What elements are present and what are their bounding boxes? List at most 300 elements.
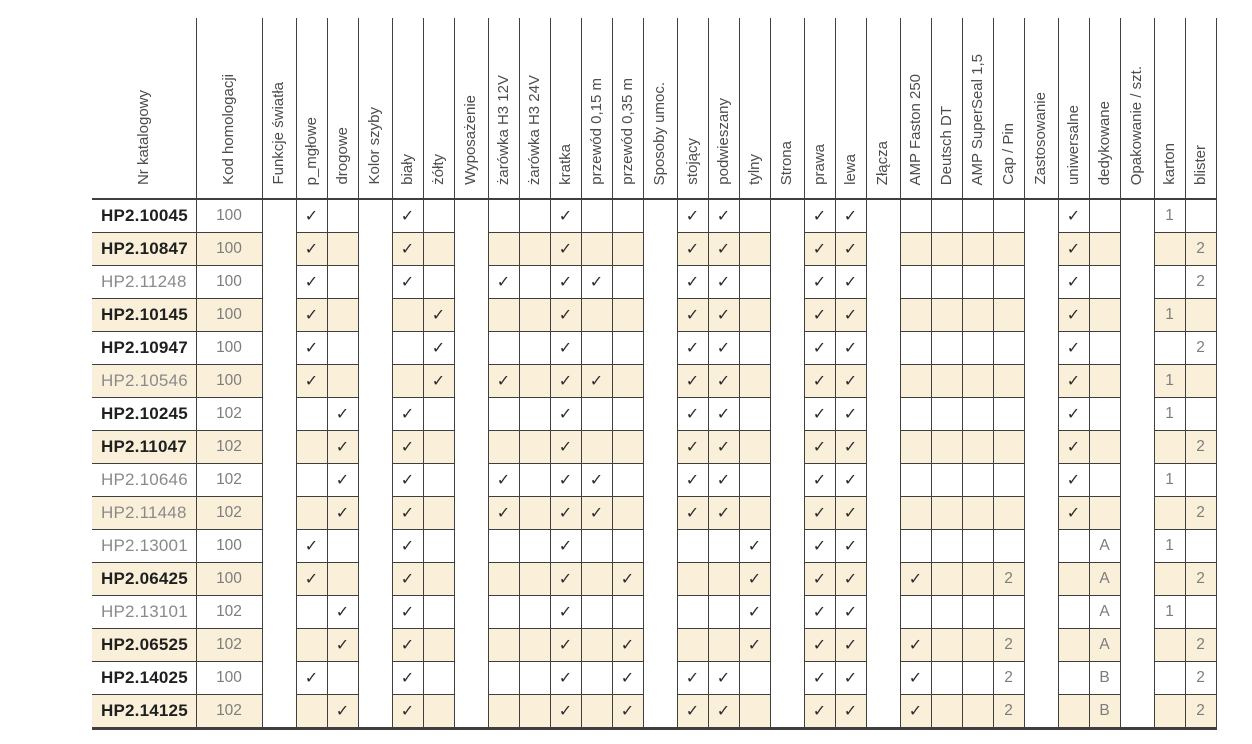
cell-drogowe — [327, 596, 358, 629]
cell-gap-gap_strona — [770, 497, 804, 530]
header-label: biały — [398, 154, 416, 185]
cell-uniwersalne — [1058, 365, 1089, 398]
check-mark-icon: ✓ — [685, 208, 700, 225]
cell-gap-gap_kolor — [358, 530, 392, 563]
check-mark-icon: ✓ — [716, 505, 731, 522]
cell-zarowka_h3_24v — [519, 199, 550, 233]
cell-gap-gap_strona — [770, 332, 804, 365]
cell-zolty — [423, 365, 454, 398]
cell-gap-gap_funkcje — [262, 398, 296, 431]
check-mark-icon: ✓ — [747, 637, 762, 654]
cell-zarowka_h3_12v — [488, 233, 519, 266]
cell-podwieszany — [708, 530, 739, 563]
cell-zarowka_h3_24v — [519, 596, 550, 629]
cell-prawa — [804, 299, 835, 332]
check-mark-icon: ✓ — [812, 670, 827, 687]
cell-gap-gap_strona — [770, 563, 804, 596]
check-mark-icon: ✓ — [400, 670, 415, 687]
cell-gap-gap_opakowanie — [1120, 431, 1154, 464]
check-mark-icon: ✓ — [843, 340, 858, 357]
cell-karton — [1154, 332, 1185, 365]
cell-stojacy — [677, 464, 708, 497]
cell-catalog-number: HP2.10546 — [92, 365, 196, 398]
check-mark-icon: ✓ — [685, 472, 700, 489]
cell-przewod_035 — [612, 199, 643, 233]
cell-cap_pin — [993, 629, 1024, 662]
cell-gap-gap_zlacza — [866, 695, 900, 729]
cell-drogowe — [327, 497, 358, 530]
cell-amp_superseal_15 — [962, 431, 993, 464]
check-mark-icon: ✓ — [843, 538, 858, 555]
cell-zolty — [423, 662, 454, 695]
cell-drogowe — [327, 464, 358, 497]
check-mark-icon: ✓ — [716, 208, 731, 225]
cell-zarowka_h3_12v — [488, 563, 519, 596]
cell-dedykowane — [1089, 233, 1120, 266]
cell-gap-gap_zlacza — [866, 332, 900, 365]
cell-zarowka_h3_24v — [519, 266, 550, 299]
cell-uniwersalne — [1058, 563, 1089, 596]
check-mark-icon: ✓ — [1066, 439, 1081, 456]
check-mark-icon: ✓ — [843, 439, 858, 456]
cell-zarowka_h3_12v — [488, 662, 519, 695]
cell-gap-gap_zlacza — [866, 662, 900, 695]
cell-value: 1 — [1165, 207, 1174, 224]
cell-homologation-code: 100 — [196, 266, 262, 299]
cell-stojacy — [677, 563, 708, 596]
cell-zarowka_h3_24v — [519, 464, 550, 497]
cell-gap-gap_wyposazenie — [454, 695, 488, 729]
check-mark-icon: ✓ — [812, 439, 827, 456]
cell-kratka — [550, 299, 581, 332]
cell-deutsch_dt — [931, 629, 962, 662]
header-cap_pin — [993, 18, 1024, 199]
cell-przewod_035 — [612, 530, 643, 563]
cell-przewod_015 — [581, 233, 612, 266]
cell-gap-gap_funkcje — [262, 497, 296, 530]
table-row — [92, 266, 1216, 299]
cell-homologation-code: 102 — [196, 464, 262, 497]
check-mark-icon: ✓ — [304, 307, 319, 324]
check-mark-icon: ✓ — [304, 274, 319, 291]
cell-blister — [1185, 266, 1216, 299]
cell-cap_pin — [993, 695, 1024, 729]
cell-gap-gap_wyposazenie — [454, 299, 488, 332]
cell-amp_superseal_15 — [962, 233, 993, 266]
cell-tylny — [739, 332, 770, 365]
cell-catalog-number: HP2.10947 — [92, 332, 196, 365]
cell-prawa — [804, 464, 835, 497]
cell-karton — [1154, 695, 1185, 729]
cell-dedykowane — [1089, 199, 1120, 233]
check-mark-icon: ✓ — [908, 670, 923, 687]
cell-amp_faston_250 — [900, 596, 931, 629]
cell-przewod_035 — [612, 563, 643, 596]
cell-gap-gap_zastosowanie — [1024, 530, 1058, 563]
cell-homologation-code: 102 — [196, 431, 262, 464]
cell-przewod_015 — [581, 464, 612, 497]
check-mark-icon: ✓ — [1066, 472, 1081, 489]
cell-homologation-code: 102 — [196, 629, 262, 662]
cell-podwieszany — [708, 563, 739, 596]
cell-gap-gap_kolor — [358, 199, 392, 233]
cell-bialy — [392, 431, 423, 464]
header-gap_zlacza — [866, 18, 900, 199]
cell-value: 2 — [1196, 504, 1205, 521]
cell-lewa — [835, 365, 866, 398]
header-label: Deutsch DT — [937, 105, 955, 185]
cell-stojacy — [677, 530, 708, 563]
cell-gap-gap_funkcje — [262, 332, 296, 365]
header-label: przewód 0,15 m — [587, 78, 605, 185]
cell-dedykowane — [1089, 629, 1120, 662]
cell-lewa — [835, 332, 866, 365]
check-mark-icon: ✓ — [747, 604, 762, 621]
cell-gap-gap_opakowanie — [1120, 497, 1154, 530]
cell-bialy — [392, 398, 423, 431]
cell-zolty — [423, 299, 454, 332]
header-zarowka_h3_24v — [519, 18, 550, 199]
cell-gap-gap_zastosowanie — [1024, 629, 1058, 662]
cell-p_mglowe — [296, 199, 327, 233]
cell-gap-gap_zastosowanie — [1024, 563, 1058, 596]
cell-przewod_015 — [581, 596, 612, 629]
cell-deutsch_dt — [931, 596, 962, 629]
cell-gap-gap_funkcje — [262, 266, 296, 299]
cell-podwieszany — [708, 266, 739, 299]
cell-homologation-code: 100 — [196, 332, 262, 365]
cell-value: 2 — [1004, 570, 1013, 587]
check-mark-icon: ✓ — [843, 505, 858, 522]
cell-bialy — [392, 299, 423, 332]
check-mark-icon: ✓ — [620, 703, 635, 720]
cell-uniwersalne — [1058, 398, 1089, 431]
cell-tylny — [739, 695, 770, 729]
cell-dedykowane — [1089, 530, 1120, 563]
cell-gap-gap_zlacza — [866, 563, 900, 596]
cell-stojacy — [677, 365, 708, 398]
cell-uniwersalne — [1058, 497, 1089, 530]
cell-prawa — [804, 695, 835, 729]
header-dedykowane — [1089, 18, 1120, 199]
cell-zarowka_h3_24v — [519, 431, 550, 464]
cell-podwieszany — [708, 497, 739, 530]
check-mark-icon: ✓ — [335, 505, 350, 522]
header-label: Sposoby umoc. — [651, 81, 669, 185]
check-mark-icon: ✓ — [843, 373, 858, 390]
cell-zolty — [423, 332, 454, 365]
cell-uniwersalne — [1058, 233, 1089, 266]
header-zolty — [423, 18, 454, 199]
cell-podwieszany — [708, 431, 739, 464]
check-mark-icon: ✓ — [747, 571, 762, 588]
cell-p_mglowe — [296, 464, 327, 497]
cell-przewod_035 — [612, 431, 643, 464]
header-gap_kolor — [358, 18, 392, 199]
header-blister — [1185, 18, 1216, 199]
cell-gap-gap_zlacza — [866, 530, 900, 563]
cell-gap-gap_kolor — [358, 299, 392, 332]
cell-gap-gap_strona — [770, 530, 804, 563]
header-label: AMP Faston 250 — [906, 73, 924, 185]
cell-gap-gap_strona — [770, 299, 804, 332]
cell-p_mglowe — [296, 497, 327, 530]
header-label: Kolor szyby — [366, 107, 384, 185]
cell-blister — [1185, 233, 1216, 266]
cell-gap-gap_zlacza — [866, 464, 900, 497]
check-mark-icon: ✓ — [589, 274, 604, 291]
cell-dedykowane — [1089, 695, 1120, 729]
cell-dedykowane — [1089, 596, 1120, 629]
cell-gap-gap_zastosowanie — [1024, 695, 1058, 729]
cell-value: 2 — [1196, 636, 1205, 653]
cell-value: 2 — [1196, 570, 1205, 587]
cell-catalog-number: HP2.06525 — [92, 629, 196, 662]
cell-bialy — [392, 464, 423, 497]
cell-przewod_035 — [612, 497, 643, 530]
cell-catalog-number: HP2.14125 — [92, 695, 196, 729]
cell-gap-gap_opakowanie — [1120, 365, 1154, 398]
cell-amp_superseal_15 — [962, 332, 993, 365]
cell-gap-gap_opakowanie — [1120, 563, 1154, 596]
cell-gap-gap_wyposazenie — [454, 596, 488, 629]
cell-kratka — [550, 199, 581, 233]
check-mark-icon: ✓ — [558, 472, 573, 489]
cell-zarowka_h3_12v — [488, 695, 519, 729]
check-mark-icon: ✓ — [1066, 373, 1081, 390]
header-label: Funkcje światła — [270, 82, 288, 185]
cell-zarowka_h3_12v — [488, 431, 519, 464]
cell-amp_faston_250 — [900, 662, 931, 695]
cell-gap-gap_wyposazenie — [454, 266, 488, 299]
table-row — [92, 530, 1216, 563]
header-label: żarówka H3 24V — [525, 74, 543, 185]
cell-gap-gap_opakowanie — [1120, 662, 1154, 695]
check-mark-icon: ✓ — [620, 571, 635, 588]
cell-gap-gap_zlacza — [866, 299, 900, 332]
cell-gap-gap_sposoby — [643, 695, 677, 729]
cell-stojacy — [677, 398, 708, 431]
check-mark-icon: ✓ — [747, 538, 762, 555]
check-mark-icon: ✓ — [558, 637, 573, 654]
cell-homologation-code: 100 — [196, 199, 262, 233]
header-kod_homologacji — [196, 18, 262, 199]
cell-dedykowane — [1089, 431, 1120, 464]
cell-value: 2 — [1196, 240, 1205, 257]
cell-deutsch_dt — [931, 398, 962, 431]
header-p_mglowe — [296, 18, 327, 199]
cell-zarowka_h3_24v — [519, 530, 550, 563]
check-mark-icon: ✓ — [496, 472, 511, 489]
cell-przewod_015 — [581, 695, 612, 729]
cell-cap_pin — [993, 299, 1024, 332]
cell-p_mglowe — [296, 662, 327, 695]
check-mark-icon: ✓ — [335, 637, 350, 654]
cell-dedykowane — [1089, 563, 1120, 596]
header-label: Nr katalogowy — [134, 89, 152, 185]
check-mark-icon: ✓ — [589, 472, 604, 489]
cell-podwieszany — [708, 332, 739, 365]
check-mark-icon: ✓ — [304, 373, 319, 390]
cell-gap-gap_zastosowanie — [1024, 199, 1058, 233]
cell-catalog-number: HP2.11047 — [92, 431, 196, 464]
cell-gap-gap_strona — [770, 695, 804, 729]
cell-drogowe — [327, 431, 358, 464]
cell-uniwersalne — [1058, 530, 1089, 563]
cell-stojacy — [677, 266, 708, 299]
check-mark-icon: ✓ — [716, 274, 731, 291]
header-label: Wyposażenie — [462, 95, 480, 185]
check-mark-icon: ✓ — [716, 406, 731, 423]
cell-kratka — [550, 464, 581, 497]
cell-podwieszany — [708, 464, 739, 497]
check-mark-icon: ✓ — [335, 604, 350, 621]
header-nr_katalogowy — [92, 18, 196, 199]
check-mark-icon: ✓ — [685, 373, 700, 390]
cell-lewa — [835, 530, 866, 563]
cell-gap-gap_kolor — [358, 233, 392, 266]
cell-zolty — [423, 497, 454, 530]
cell-zarowka_h3_12v — [488, 332, 519, 365]
cell-amp_superseal_15 — [962, 199, 993, 233]
cell-karton — [1154, 431, 1185, 464]
cell-deutsch_dt — [931, 563, 962, 596]
cell-tylny — [739, 563, 770, 596]
cell-karton — [1154, 365, 1185, 398]
cell-przewod_035 — [612, 662, 643, 695]
cell-tylny — [739, 497, 770, 530]
check-mark-icon: ✓ — [558, 406, 573, 423]
check-mark-icon: ✓ — [400, 406, 415, 423]
cell-gap-gap_strona — [770, 596, 804, 629]
cell-karton — [1154, 266, 1185, 299]
cell-lewa — [835, 596, 866, 629]
cell-value: 1 — [1165, 372, 1174, 389]
cell-gap-gap_wyposazenie — [454, 530, 488, 563]
cell-amp_superseal_15 — [962, 266, 993, 299]
table-row — [92, 431, 1216, 464]
check-mark-icon: ✓ — [304, 340, 319, 357]
cell-value: 2 — [1196, 339, 1205, 356]
check-mark-icon: ✓ — [685, 340, 700, 357]
cell-przewod_015 — [581, 299, 612, 332]
cell-gap-gap_sposoby — [643, 431, 677, 464]
check-mark-icon: ✓ — [558, 373, 573, 390]
cell-dedykowane — [1089, 398, 1120, 431]
cell-gap-gap_opakowanie — [1120, 530, 1154, 563]
check-mark-icon: ✓ — [400, 439, 415, 456]
cell-dedykowane — [1089, 332, 1120, 365]
check-mark-icon: ✓ — [843, 472, 858, 489]
cell-gap-gap_wyposazenie — [454, 332, 488, 365]
cell-p_mglowe — [296, 431, 327, 464]
check-mark-icon: ✓ — [558, 670, 573, 687]
cell-tylny — [739, 299, 770, 332]
cell-prawa — [804, 199, 835, 233]
cell-cap_pin — [993, 365, 1024, 398]
cell-deutsch_dt — [931, 299, 962, 332]
cell-drogowe — [327, 233, 358, 266]
cell-przewod_035 — [612, 332, 643, 365]
cell-uniwersalne — [1058, 299, 1089, 332]
check-mark-icon: ✓ — [843, 241, 858, 258]
cell-tylny — [739, 199, 770, 233]
cell-zarowka_h3_12v — [488, 464, 519, 497]
check-mark-icon: ✓ — [812, 274, 827, 291]
cell-prawa — [804, 563, 835, 596]
cell-amp_superseal_15 — [962, 398, 993, 431]
cell-drogowe — [327, 563, 358, 596]
cell-gap-gap_wyposazenie — [454, 629, 488, 662]
header-label: tylny — [745, 154, 763, 185]
check-mark-icon: ✓ — [685, 703, 700, 720]
cell-bialy — [392, 199, 423, 233]
cell-przewod_015 — [581, 530, 612, 563]
cell-drogowe — [327, 332, 358, 365]
cell-homologation-code: 102 — [196, 596, 262, 629]
check-mark-icon: ✓ — [558, 208, 573, 225]
cell-karton — [1154, 199, 1185, 233]
cell-dedykowane — [1089, 266, 1120, 299]
cell-amp_faston_250 — [900, 464, 931, 497]
table-row — [92, 299, 1216, 332]
header-label: p_mgłowe — [302, 116, 320, 185]
check-mark-icon: ✓ — [812, 472, 827, 489]
check-mark-icon: ✓ — [716, 472, 731, 489]
cell-lewa — [835, 464, 866, 497]
cell-zarowka_h3_12v — [488, 530, 519, 563]
check-mark-icon: ✓ — [558, 439, 573, 456]
cell-homologation-code: 100 — [196, 530, 262, 563]
cell-value: 1 — [1165, 603, 1174, 620]
header-amp_faston_250 — [900, 18, 931, 199]
check-mark-icon: ✓ — [335, 703, 350, 720]
cell-zarowka_h3_24v — [519, 332, 550, 365]
cell-amp_faston_250 — [900, 497, 931, 530]
cell-gap-gap_sposoby — [643, 464, 677, 497]
cell-gap-gap_kolor — [358, 497, 392, 530]
cell-homologation-code: 102 — [196, 398, 262, 431]
cell-gap-gap_kolor — [358, 464, 392, 497]
cell-homologation-code: 102 — [196, 695, 262, 729]
table-row — [92, 596, 1216, 629]
cell-drogowe — [327, 662, 358, 695]
cell-homologation-code: 102 — [196, 497, 262, 530]
cell-blister — [1185, 662, 1216, 695]
header-label: AMP SuperSeal 1,5 — [968, 53, 986, 185]
header-prawa — [804, 18, 835, 199]
cell-amp_faston_250 — [900, 233, 931, 266]
cell-gap-gap_sposoby — [643, 299, 677, 332]
cell-gap-gap_funkcje — [262, 199, 296, 233]
cell-gap-gap_strona — [770, 365, 804, 398]
cell-gap-gap_kolor — [358, 332, 392, 365]
table-row — [92, 233, 1216, 266]
cell-karton — [1154, 398, 1185, 431]
check-mark-icon: ✓ — [558, 340, 573, 357]
cell-przewod_035 — [612, 629, 643, 662]
check-mark-icon: ✓ — [685, 406, 700, 423]
cell-prawa — [804, 662, 835, 695]
check-mark-icon: ✓ — [812, 307, 827, 324]
cell-gap-gap_wyposazenie — [454, 365, 488, 398]
cell-zarowka_h3_12v — [488, 596, 519, 629]
cell-amp_faston_250 — [900, 332, 931, 365]
check-mark-icon: ✓ — [304, 241, 319, 258]
cell-amp_faston_250 — [900, 398, 931, 431]
cell-kratka — [550, 398, 581, 431]
cell-bialy — [392, 233, 423, 266]
